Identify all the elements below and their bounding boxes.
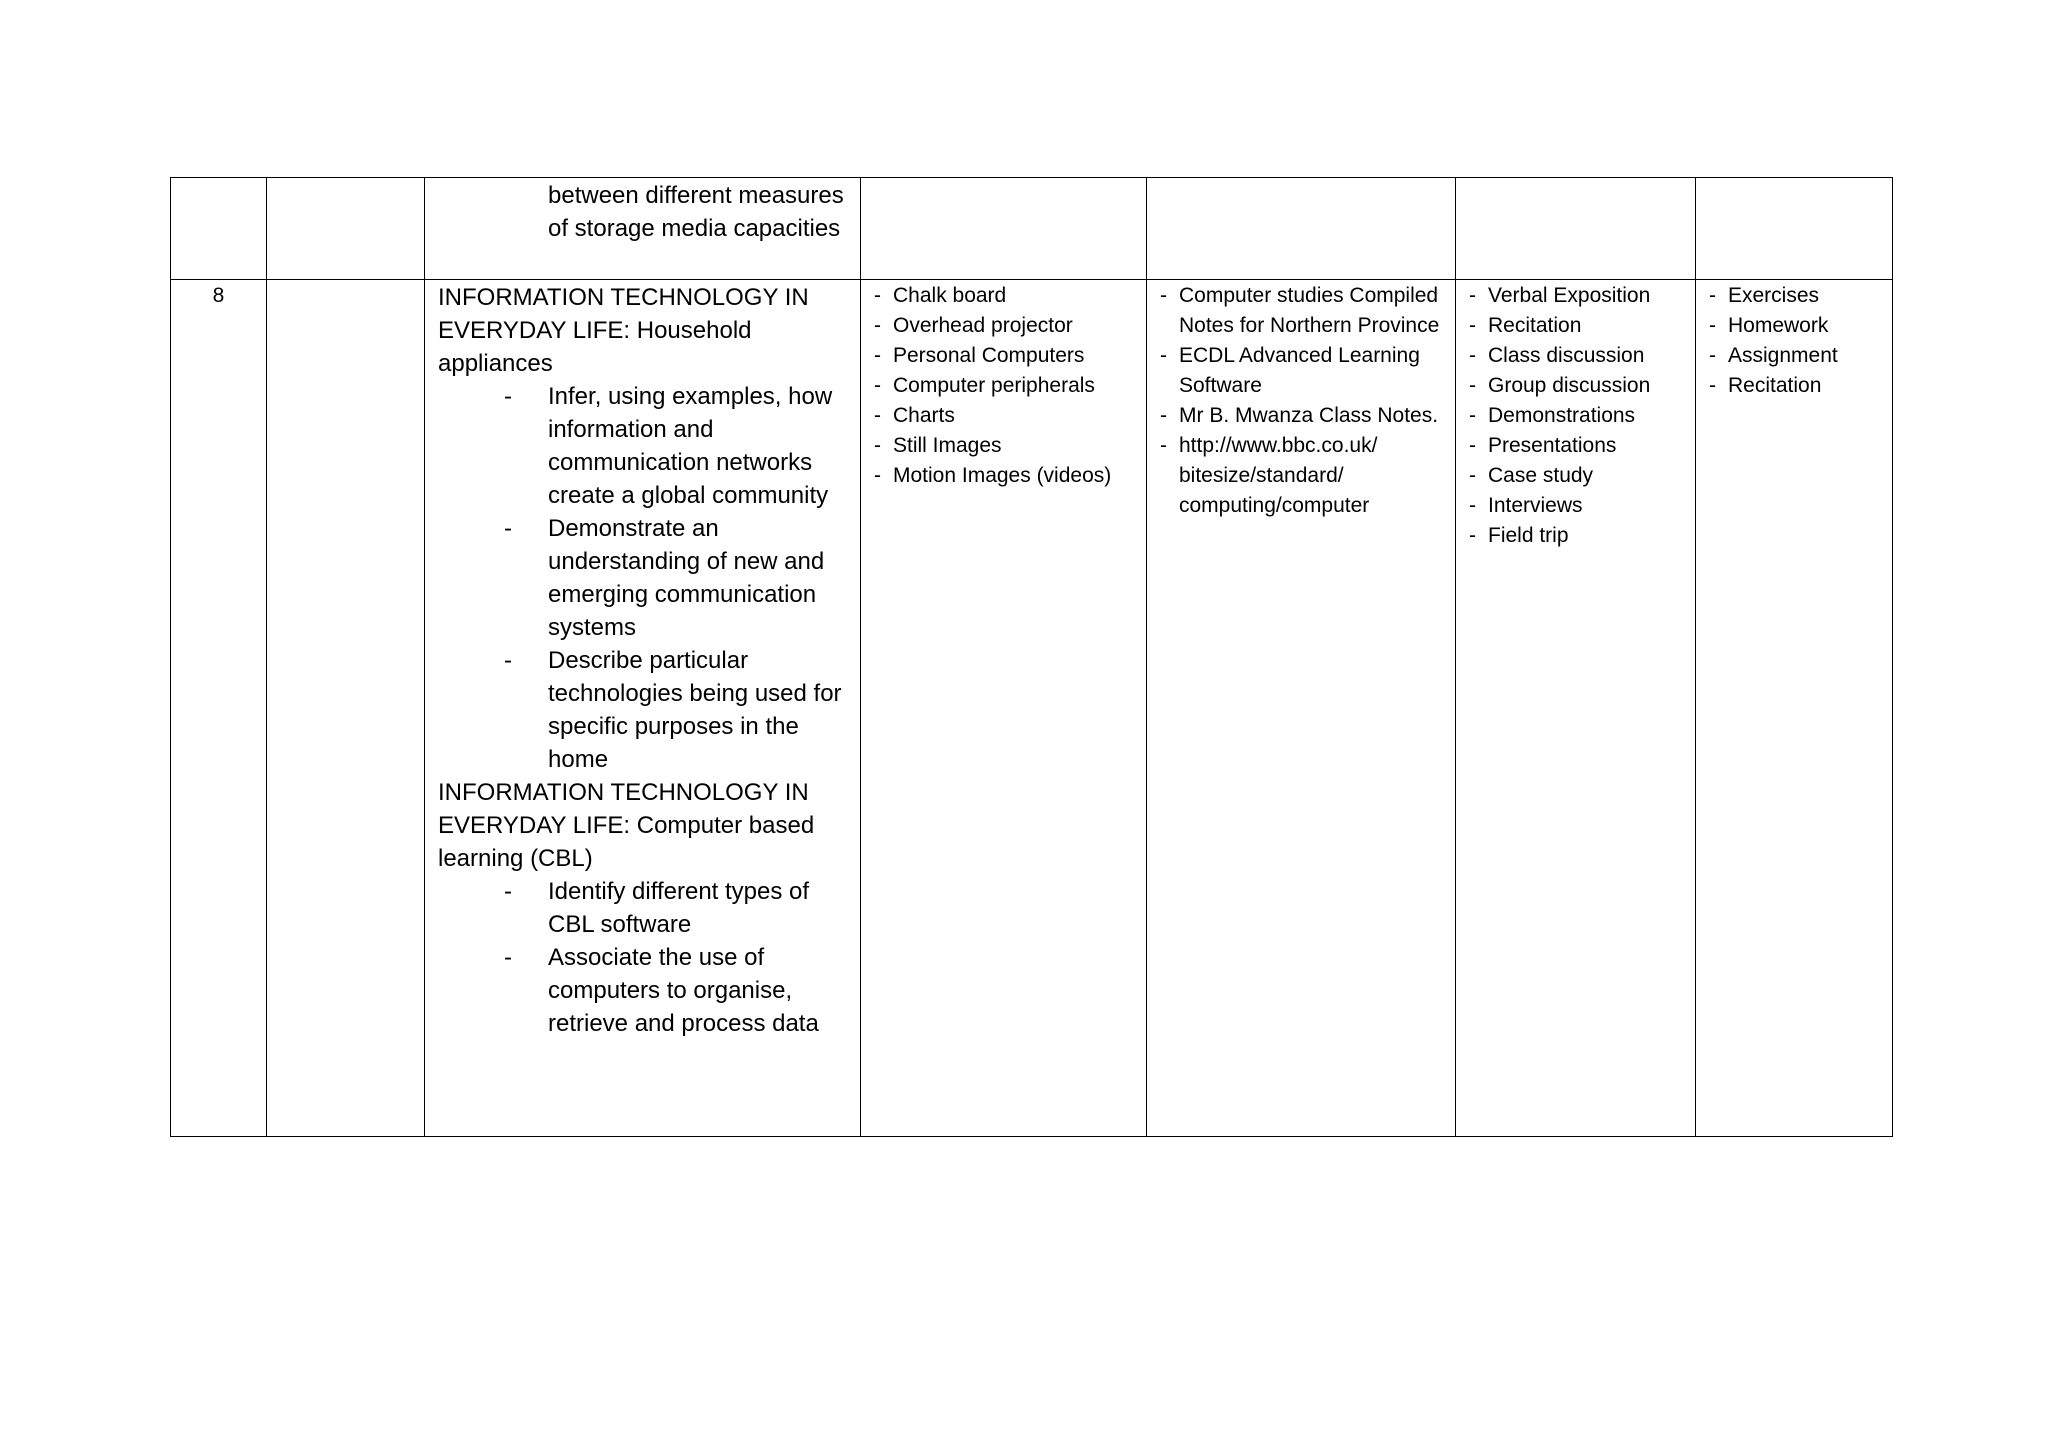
reference-item [1147,401,1455,431]
teaching-aid-item [861,311,1146,341]
week-cell-empty [171,178,267,280]
teaching-aid-item [861,461,1146,491]
dash-bullet: - [1469,314,1476,337]
assessment-item-text: Recitation [1728,374,1822,397]
dash-bullet: - [874,344,881,367]
dash-bullet: - [1709,374,1716,397]
teaching-aid-item-text: Still Images [893,434,1002,457]
teaching-aid-item [861,431,1146,461]
teaching-aid-item-text: Computer peripherals [893,374,1095,397]
references-cell-empty [1147,178,1456,280]
method-item-text: Demonstrations [1488,404,1636,427]
method-item-text: Recitation [1488,314,1582,337]
dash-bullet: - [1160,344,1167,367]
teaching-aid-item-text: Charts [893,404,955,427]
dash-bullet: - [874,434,881,457]
learning-outcome-text: Associate the use of computers to organise, retrieve and process data [548,944,819,1037]
assessment-item [1696,341,1892,371]
topic-title: INFORMATION TECHNOLOGY IN EVERYDAY LIFE: Computer based learning (CBL) [438,779,815,872]
method-item [1456,281,1695,311]
dash-bullet: - [874,284,881,307]
method-item-text: Group discussion [1488,374,1651,397]
continuation-row [171,178,1893,280]
assessment-item [1696,371,1892,401]
assessment-item-text: Homework [1728,314,1829,337]
reference-item [1147,431,1455,521]
assessment-cell-empty [1696,178,1893,280]
dash-bullet: - [1469,464,1476,487]
dash-bullet: - [874,404,881,427]
teaching-aids-cell [861,280,1147,1137]
continued-outcome-text: between different measures of storage media capacities [548,182,844,242]
dash-bullet: - [504,878,512,905]
learning-outcome-text: Infer, using examples, how information and communication networks create a global community [548,383,833,509]
dash-bullet: - [1469,494,1476,517]
method-item [1456,341,1695,371]
teaching-aids-list [861,281,1146,491]
learning-outcomes-list [438,380,854,776]
method-item-text: Presentations [1488,434,1617,457]
topic-title: INFORMATION TECHNOLOGY IN EVERYDAY LIFE: Household appliances [438,284,809,377]
teaching-aid-item-text: Motion Images (videos) [893,464,1112,487]
references-cell [1147,280,1456,1137]
reference-item-text: ECDL Advanced Learning Software [1179,344,1420,397]
method-item-text: Field trip [1488,524,1569,547]
reference-item-text: Computer studies Compiled Notes for Northern Province [1179,284,1440,337]
method-item [1456,521,1695,551]
teaching-aid-item [861,371,1146,401]
week-number: 8 [171,280,267,1137]
dash-bullet: - [1709,344,1716,367]
learning-outcome [438,941,854,1040]
method-item [1456,311,1695,341]
method-item [1456,491,1695,521]
method-item-text: Case study [1488,464,1594,487]
scheme-of-work-table [170,177,1893,1137]
methods-cell-empty [1456,178,1696,280]
learning-outcome-text: Identify different types of CBL software [548,878,810,938]
dash-bullet: - [1709,314,1716,337]
date-cell-empty [267,178,425,280]
learning-outcome-text: Demonstrate an understanding of new and emerging communication systems [548,515,825,641]
dash-bullet: - [504,383,512,410]
week-row [171,280,1893,1137]
learning-outcome [438,380,854,512]
teaching-aid-item-text: Overhead projector [893,314,1073,337]
dash-bullet: - [1469,344,1476,367]
learning-outcome-text: Describe particular technologies being used for specific purposes in the home [548,647,842,773]
assessment-item [1696,281,1892,311]
continued-outcome [438,179,854,245]
method-item [1456,401,1695,431]
dash-bullet: - [1160,434,1167,457]
dash-bullet: - [874,374,881,397]
teaching-aid-item [861,281,1146,311]
teaching-aid-item [861,341,1146,371]
dash-bullet: - [504,647,512,674]
dash-bullet: - [1160,404,1167,427]
assessment-item-text: Exercises [1728,284,1820,307]
methods-cell [1456,280,1696,1137]
reference-item [1147,341,1455,401]
method-item-text: Verbal Exposition [1488,284,1651,307]
reference-item [1147,281,1455,341]
method-item-text: Interviews [1488,494,1583,517]
method-item [1456,461,1695,491]
assessment-cell [1696,280,1893,1137]
dash-bullet: - [874,464,881,487]
method-item-text: Class discussion [1488,344,1645,367]
date-cell [267,280,425,1137]
dash-bullet: - [1709,284,1716,307]
assessment-list [1696,281,1892,401]
teaching-aid-item-text: Personal Computers [893,344,1085,367]
learning-outcome [438,512,854,644]
learning-outcome [438,875,854,941]
learning-outcomes-list [438,875,854,1040]
aids-cell-empty [861,178,1147,280]
dash-bullet: - [1160,284,1167,307]
dash-bullet: - [1469,284,1476,307]
learning-outcome [438,644,854,776]
teaching-aid-item [861,401,1146,431]
method-item [1456,431,1695,461]
teaching-aid-item-text: Chalk board [893,284,1007,307]
assessment-item-text: Assignment [1728,344,1838,367]
dash-bullet: - [1469,434,1476,457]
method-item [1456,371,1695,401]
dash-bullet: - [1469,374,1476,397]
dash-bullet: - [504,944,512,971]
topic-cell-continued [425,178,861,280]
assessment-item [1696,311,1892,341]
reference-item-text: http://www.bbc.co.uk/ bitesize/standard/ computing/computer [1179,434,1378,517]
dash-bullet: - [1469,524,1476,547]
references-list [1147,281,1455,521]
topics-cell [425,280,861,1137]
dash-bullet: - [504,515,512,542]
methods-list [1456,281,1695,551]
dash-bullet: - [1469,404,1476,427]
reference-item-text: Mr B. Mwanza Class Notes. [1179,404,1439,427]
dash-bullet: - [874,314,881,337]
